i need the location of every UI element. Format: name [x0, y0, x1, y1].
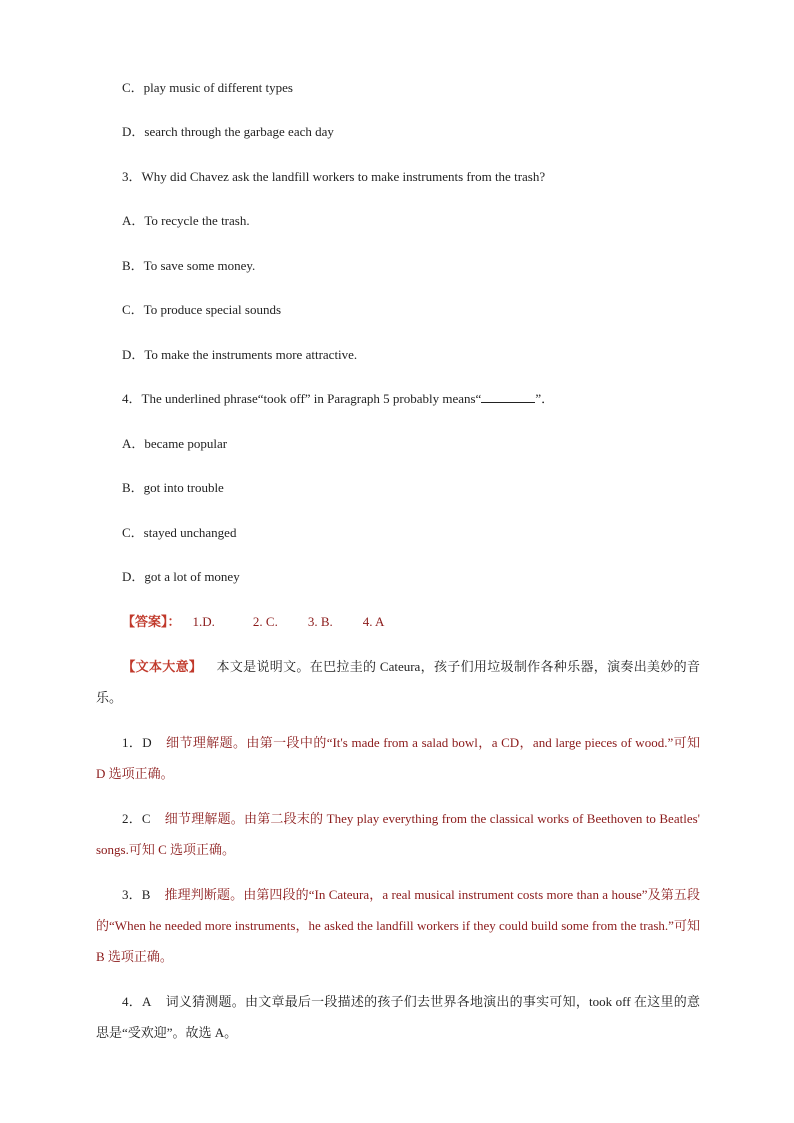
q3-stem: 3．Why did Chavez ask the landfill workers to make instruments from the trash?	[122, 169, 546, 184]
q3-option-d: D．To make the instruments more attractive.	[122, 347, 358, 362]
q4-option-c: C．stayed unchanged	[122, 525, 237, 540]
q3-option-a: A．To recycle the trash.	[122, 213, 250, 228]
explanation-4	[96, 986, 700, 1048]
explanation-1-text: 细节理解题。由第一段中的“It's made from a salad bowl，a CD，and large pieces of wood.”可知 D 选项正确。	[96, 735, 700, 781]
q4-option-d: D．got a lot of money	[122, 569, 240, 584]
answer-1: 1.D.	[192, 614, 215, 629]
q2-option-c: C．play music of different types	[122, 80, 293, 95]
summary-text: 本文是说明文。在巴拉圭的 Cateura，孩子们用垃圾制作各种乐器，演奏出美妙的音乐。	[96, 659, 700, 705]
explanation-4-num: 4．A	[122, 994, 152, 1009]
explanation-3	[96, 879, 700, 972]
explanation-3-text: 推理判断题。由第四段的“In Cateura，a real musical instrument costs more than a house”及第五段的“When he needed more instruments，he asked the landfill workers if they could build some from the trash.”可知 B 选项正确。	[96, 887, 700, 964]
q2-option-d: D．search through the garbage each day	[122, 124, 334, 139]
explanation-4-text: 词义猜测题。由文章最后一段描述的孩子们去世界各地演出的事实可知，took off 在这里的意思是“受欢迎”。故选 A。	[96, 994, 700, 1040]
q3-option-b: B．To save some money.	[122, 258, 256, 273]
answer-3: 3. B.	[307, 614, 333, 629]
q4-stem-end: ”．	[535, 391, 555, 406]
q3-option-c: C．To produce special sounds	[122, 302, 282, 317]
q4-stem-text: 4．The underlined phrase“took off” in Paragraph 5 probably means“	[122, 391, 482, 406]
answer-blank	[481, 391, 535, 403]
explanation-2	[96, 803, 700, 865]
q4-option-b: B．got into trouble	[122, 480, 224, 495]
summary-tag: 【文本大意】	[122, 659, 203, 674]
answer-key	[122, 614, 384, 630]
explanation-1	[96, 727, 700, 789]
q4-stem	[122, 391, 554, 407]
explanation-2-num: 2．C	[122, 811, 151, 826]
explanation-3-num: 3．B	[122, 887, 151, 902]
explanation-2-text: 细节理解题。由第二段末的 They play everything from the classical works of Beethoven to Beatles' songs.可知 C 选项正确。	[96, 811, 700, 857]
answer-4: 4. A	[362, 614, 385, 629]
summary-paragraph	[96, 651, 700, 713]
q4-option-a: A．became popular	[122, 436, 228, 451]
answer-2: 2. C.	[252, 614, 278, 629]
explanation-1-num: 1．D	[122, 735, 152, 750]
answer-tag: 【答案】：	[122, 614, 181, 629]
